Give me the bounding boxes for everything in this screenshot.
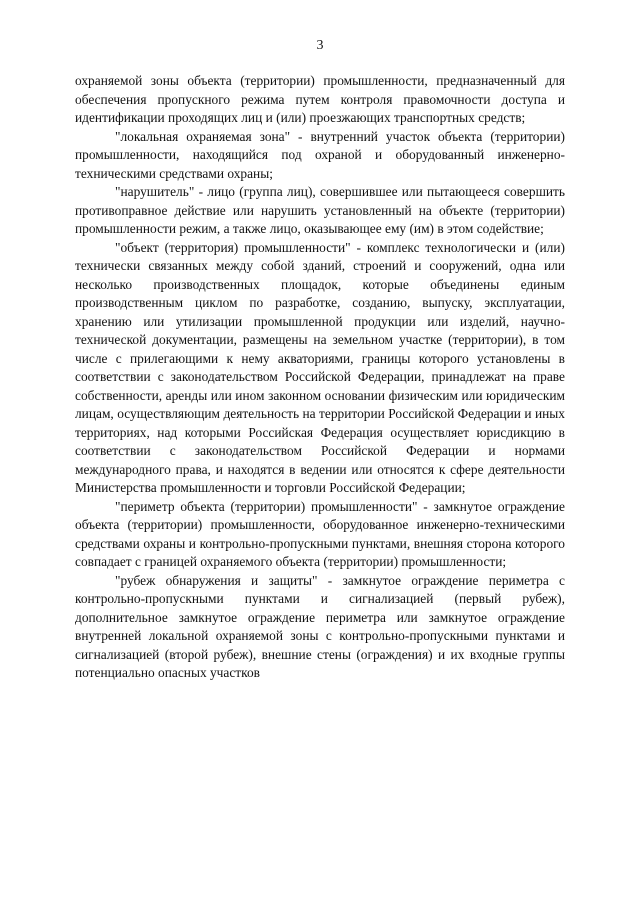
paragraph-perimeter: "периметр объекта (территории) промышленности" - замкнутое ограждение объекта (территории) промышленности, оборудованное инженерно-техническими средствами охраны и контрольно-пропускными пунктами, внешняя сторона которого совпадает с границей охраняемого объекта (территории) промышленности; bbox=[75, 498, 565, 569]
page-number: 3 bbox=[316, 38, 324, 53]
paragraph-continuation: охраняемой зоны объекта (территории) промышленности, предназначенный для обеспечения пропускного режима путем контроля правомочности доступа и идентификации проходящих лиц и (или) проезжающих транспортных средств; bbox=[75, 73, 565, 125]
document-body bbox=[75, 72, 565, 683]
paragraph-local-protected-zone: "локальная охраняемая зона" - внутренний участок объекта (территории) промышленности, находящийся под охраной и оборудованный инженерно-техническими средствами охраны; bbox=[75, 128, 565, 181]
paragraph-industrial-object: "объект (территория) промышленности" - комплекс технологически и (или) технически связанных между собой зданий, строений и сооружений, одна или несколько производственных площадок, которые объединены единым производственным циклом по разработке, созданию, выпуску, эксплуатации, хранению или утилизации промышленной продукции или изделий, научно-технической документации, размещены на земельном участке (территории), в том числе с прилегающими к нему акваториями, границы которого установлены в соответствии с законодательством Российской Федерации, принадлежат на праве собственности, аренды или ином законном основании физическим или юридическим лицам, осуществляющим деятельность на территории Российской Федерации и иных территориях, над которыми Российская Федерация осуществляет юрисдикцию в соответствии с законодательством Российской Федерации и нормами международного права, и находятся в ведении или относятся к сфере деятельности Министерства промышленности и торговли Российской Федерации; bbox=[75, 239, 565, 495]
paragraph-violator: "нарушитель" - лицо (группа лиц), совершившее или пытающееся совершить противоправное действие или нарушить установленный на объекте (территории) промышленности режим, а также лицо, оказывающее ему (им) в этом содействие; bbox=[75, 184, 565, 236]
paragraph-detection-line: "рубеж обнаружения и защиты" - замкнутое ограждение периметра с контрольно-пропускными пунктами и сигнализацией (первый рубеж), дополнительное замкнутое ограждение периметра или замкнутое ограждение внутренней локальной охраняемой зоны с контрольно-пропускными пунктами и сигнализацией (второй рубеж), внешние стены (ограждения) и их входные группы потенциально опасных участков bbox=[75, 572, 565, 680]
